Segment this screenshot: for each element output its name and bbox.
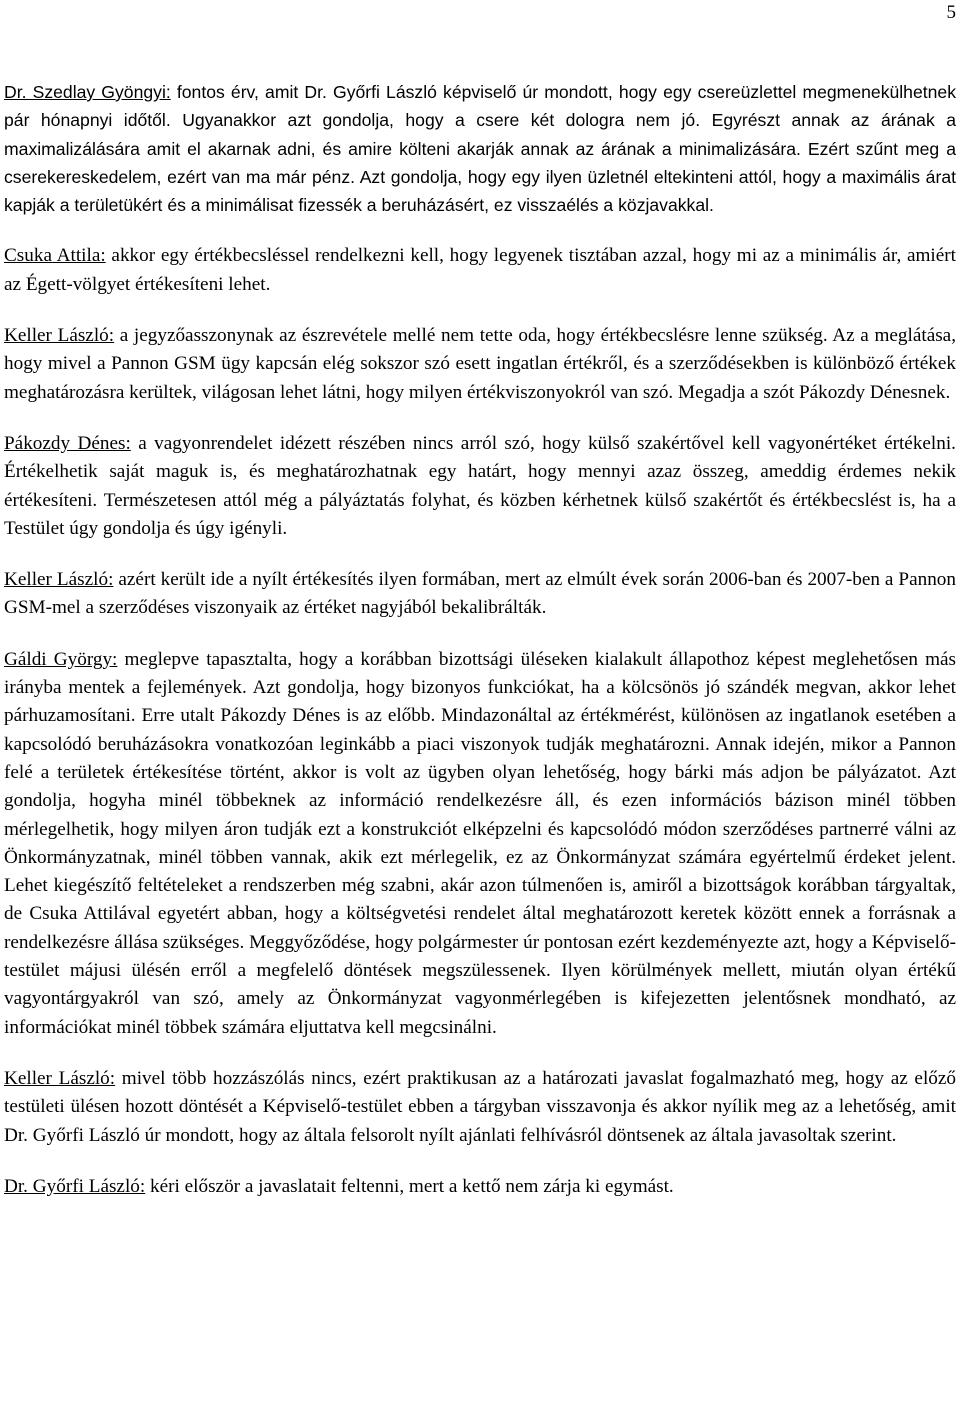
- paragraph-text: a jegyzőasszonynak az észrevétele mellé nem tette oda, hogy értékbecslésre lenne szükség. Az a meglátása, hogy mivel a Pannon GSM ügy kapcsán elég sokszor szó esett ingatlan értékről, és a szerződésekben is különböző értékek meghatározásra kerültek, világosan lehet látni, hogy milyen értékviszonyokról van szó. Megadja a szót Pákozdy Dénesnek.: [4, 325, 956, 403]
- paragraph-keller-2: [4, 566, 956, 623]
- speaker-name: Dr. Győrfi László:: [4, 1175, 146, 1197]
- speaker-name: Keller László:: [4, 1067, 116, 1089]
- paragraph-pakozdy: [4, 430, 956, 543]
- page-number: 5: [946, 2, 956, 23]
- speaker-name: Pákozdy Dénes:: [4, 432, 131, 454]
- document-body: [4, 78, 956, 1224]
- paragraph-text: kéri először a javaslatait feltenni, mert a kettő nem zárja ki egymást.: [145, 1175, 674, 1197]
- speaker-name: Csuka Attila:: [4, 245, 106, 267]
- speaker-name: Keller László:: [4, 325, 115, 347]
- speaker-name: Dr. Szedlay Gyöngyi:: [4, 82, 171, 102]
- speaker-name: Gáldi György:: [4, 648, 118, 670]
- paragraph-keller-1: [4, 322, 956, 407]
- paragraph-text: a vagyonrendelet idézett részében nincs arról szó, hogy külső szakértővel kell vagyonértéket értékelni. Értékelhetik saját maguk is, és meghatározhatnak egy határt, hogy mennyi azaz összeg, ameddig érdemes nekik értékesíteni. Természetesen attól még a pályáztatás folyhat, és közben kérhetnek külső szakértőt és értékbecslést is, ha a Testület úgy gondolja és úgy igényli.: [4, 432, 956, 539]
- paragraph-text: fontos érv, amit Dr. Győrfi László képviselő úr mondott, hogy egy csereüzlettel megmenekülhetnek pár hónapnyi időtől. Ugyanakkor azt gondolja, hogy a csere két dologra nem jó. Egyrészt annak az árának a maximalizálására amit el akarnak adni, és amire költeni akarják annak az árának a minimalizására. Ezért szűnt meg a cserekereskedelem, ezért van ma már pénz. Azt gondolja, hogy egy ilyen üzletnél eltekinteni attól, hogy a maximális árat kapják a területükért és a minimálisat fizessék a beruházásért, ez visszaélés a közjavakkal.: [4, 82, 957, 216]
- paragraph-text: akkor egy értékbecsléssel rendelkezni kell, hogy legyenek tisztában azzal, hogy mi az a minimális ár, amiért az Égett-völgyet értékesíteni lehet.: [4, 245, 956, 295]
- paragraph-text: mivel több hozzászólás nincs, ezért praktikusan az a határozati javaslat fogalmazható meg, hogy az előző testületi ülésen hozott döntését a Képviselő-testület ebben a tárgyban visszavonja és akkor nyílik meg az a lehetőség, amit Dr. Győrfi László úr mondott, hogy az általa felsorolt nyílt ajánlati felhívásról döntsenek az általa javasoltak szerint.: [4, 1067, 956, 1146]
- paragraph-keller-3: [4, 1065, 956, 1150]
- paragraph-text: meglepve tapasztalta, hogy a korábban bizottsági üléseken kialakult állapothoz képest meglehetősen más irányba mentek a fejlemények. Azt gondolja, hogy bizonyos funkciókat, ha a kölcsönös jó szándék megvan, akkor lehet párhuzamosítani. Erre utalt Pákozdy Dénes is az előbb. Mindazonáltal az értékmérést, különösen az ingatlanok esetében a kapcsolódó beruházásokra vonatkozóan leginkább a piaci viszonyok tudják meghatározni. Annak idején, mikor a Pannon felé a területek értékesítése történt, akkor is volt az ügyben olyan lehetőség, hogy bárki más adjon be pályázatot. Azt gondolja, hogyha minél többeknek az információ rendelkezésre áll, és ezen információs bázison minél többen mérlegelhetik, hogy milyen áron tudják ezt a konstrukciót elképzelni és kapcsolódó módon szerződéses partnerré válni az Önkormányzatnak, minél többen vannak, akik ezt mérlegelik, ez az Önkormányzat számára egyértelmű érdeket jelent. Lehet kiegészítő feltételeket a rendszerben még szabni, akár azon túlmenően is, amiről a bizottságok korábban tárgyaltak, de Csuka Attilával egyetért abban, hogy a költségvetési rendelet által meghatározott keretek között ennek a forrásnak a rendelkezésre állása szükséges. Meggyőződése, hogy polgármester úr pontosan ezért kezdeményezte azt, hogy a Képviselő-testület májusi ülésén erről a megfelelő döntések megszülessenek. Ilyen körülmények mellett, miután olyan értékű vagyontárgyakról van szó, amely az Önkormányzat vagyonmérlegében is kifejezetten jelentősnek mondható, az információkat minél többek számára eljuttatva kell megcsinálni.: [4, 648, 957, 1038]
- paragraph-galdi: [4, 646, 956, 1042]
- paragraph-csuka: [4, 242, 956, 299]
- paragraph-text: azért került ide a nyílt értékesítés ilyen formában, mert az elmúlt évek során 2006-ban és 2007-ben a Pannon GSM-mel a szerződéses viszonyaik az értéket nagyjából bekalibrálták.: [4, 569, 956, 619]
- paragraph-szedlay: [4, 78, 956, 219]
- speaker-name: Keller László:: [4, 569, 114, 591]
- paragraph-gyorfi: [4, 1173, 956, 1201]
